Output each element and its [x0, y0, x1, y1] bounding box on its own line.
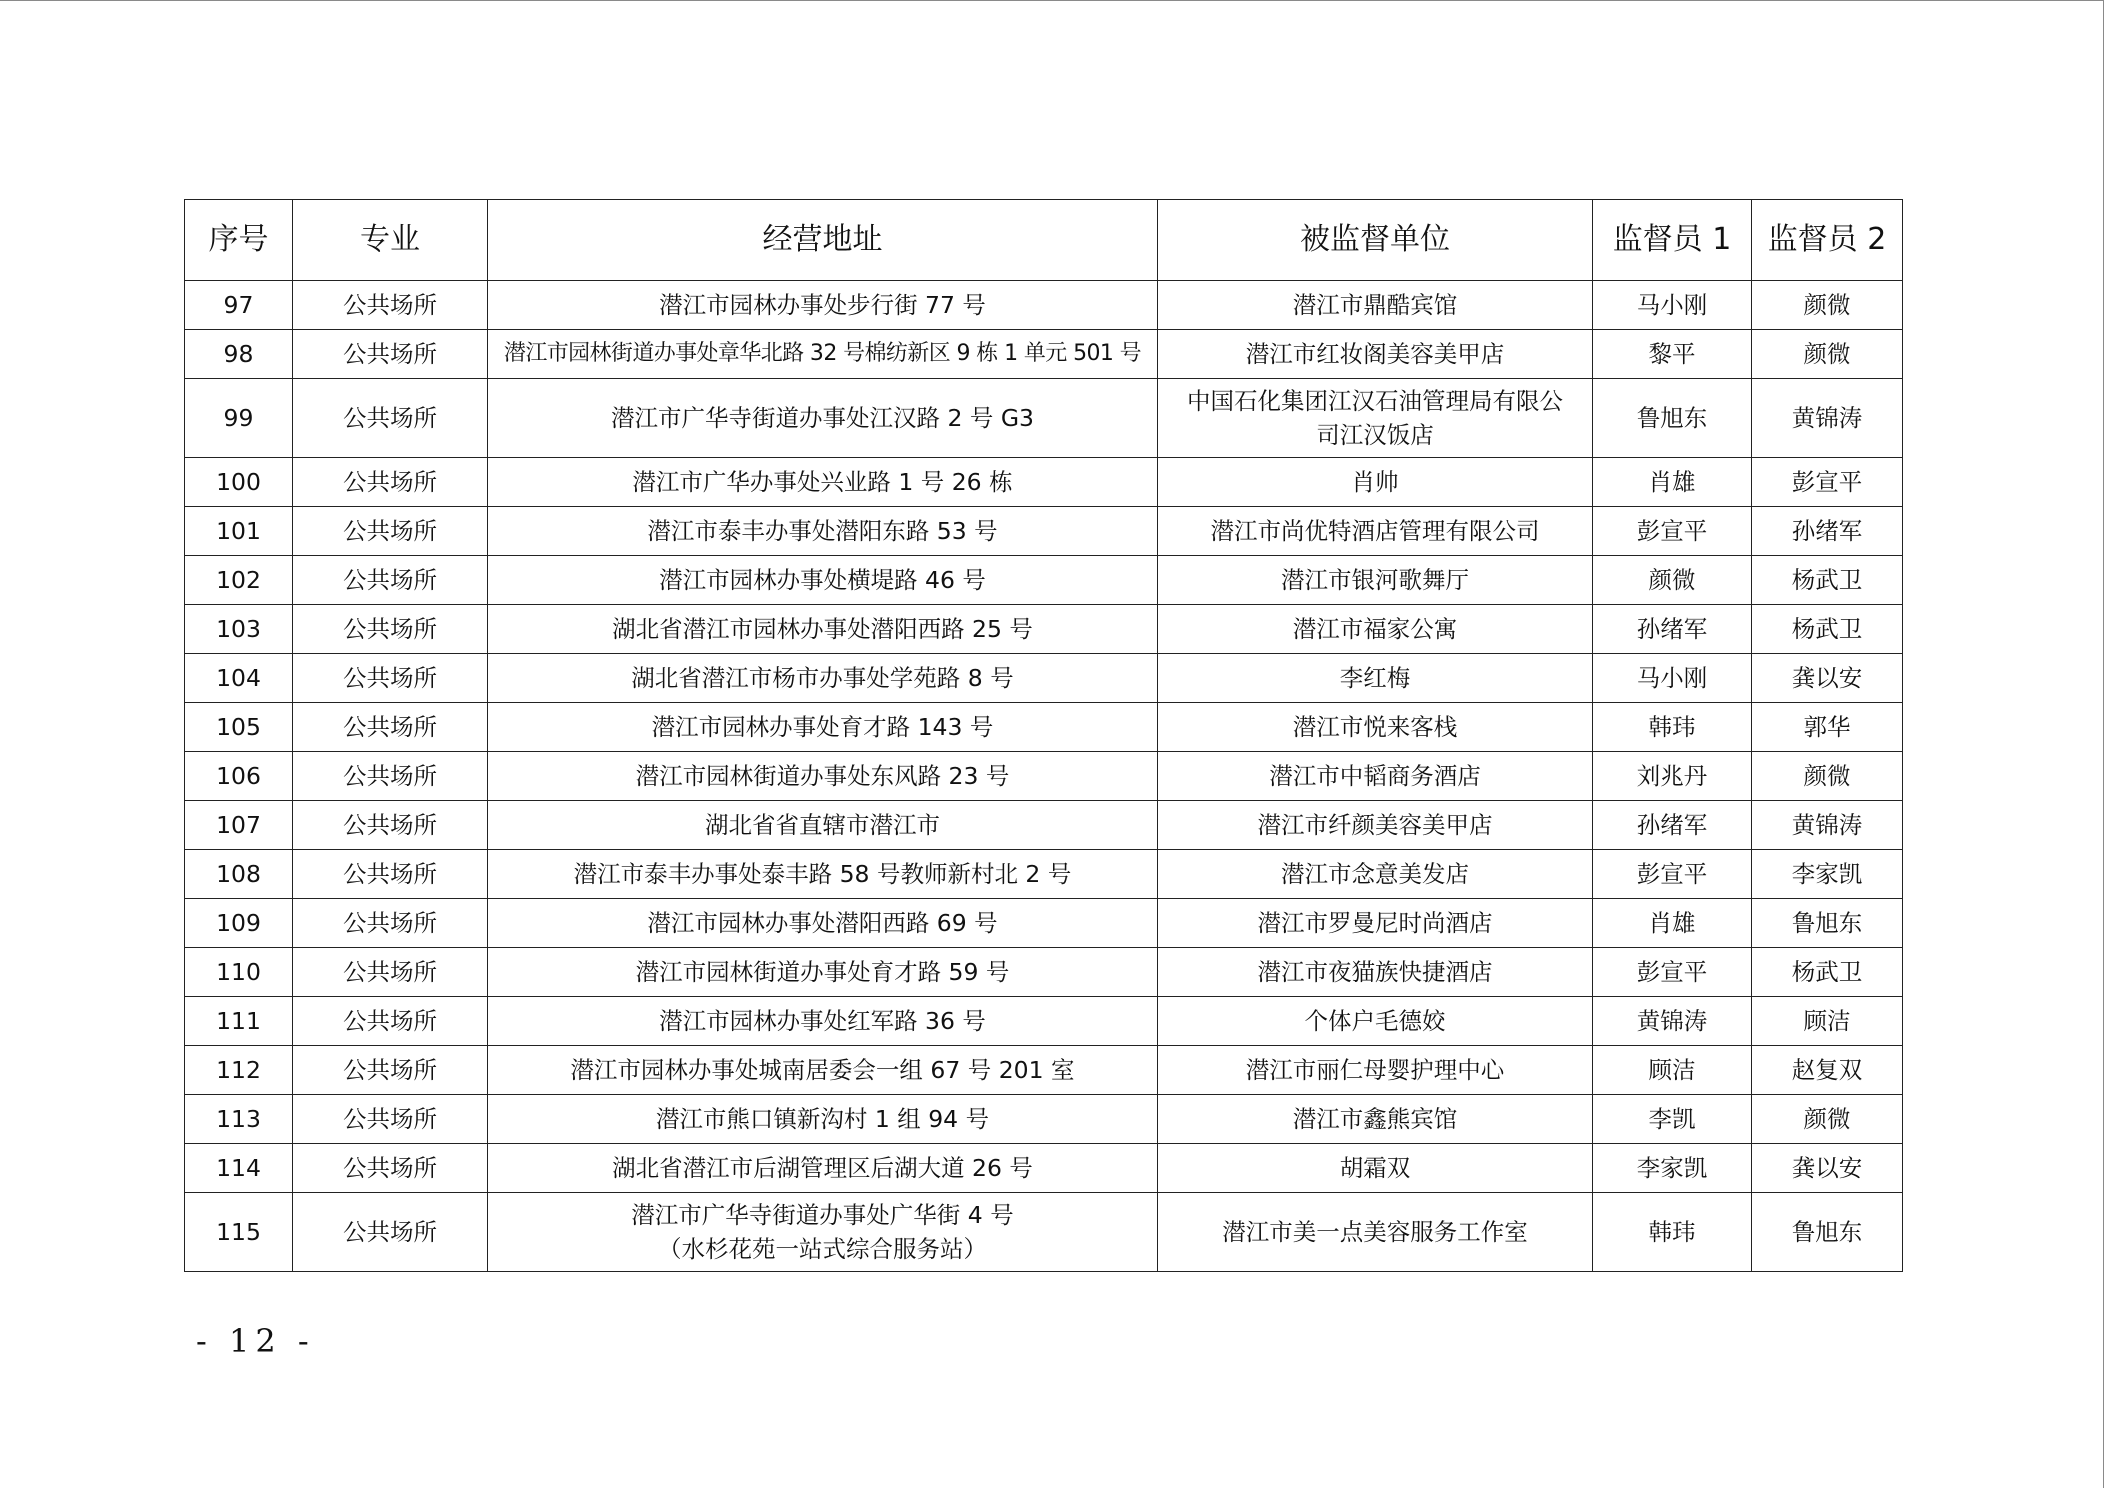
cell-seq: 98: [185, 330, 293, 379]
cell-seq: 112: [185, 1046, 293, 1095]
cell-supervisor-2: 郭华: [1752, 703, 1903, 752]
cell-specialty: 公共场所: [293, 1144, 488, 1193]
cell-address: 潜江市园林街道办事处东风路 23 号: [488, 752, 1158, 801]
cell-specialty: 公共场所: [293, 801, 488, 850]
cell-supervisor-1: 彭宣平: [1593, 948, 1752, 997]
cell-seq: 113: [185, 1095, 293, 1144]
cell-seq: 100: [185, 458, 293, 507]
table-row: [185, 281, 1903, 330]
header-supervisor-1: 监督员 1: [1593, 200, 1752, 281]
table-row: [185, 1095, 1903, 1144]
cell-unit: 潜江市福家公寓: [1158, 605, 1593, 654]
cell-supervisor-1: 李凯: [1593, 1095, 1752, 1144]
table-row: [185, 654, 1903, 703]
cell-supervisor-1: 韩玮: [1593, 1193, 1752, 1272]
cell-supervisor-1: 马小刚: [1593, 281, 1752, 330]
cell-address: 潜江市园林办事处育才路 143 号: [488, 703, 1158, 752]
cell-unit: 潜江市念意美发店: [1158, 850, 1593, 899]
cell-supervisor-2: 鲁旭东: [1752, 1193, 1903, 1272]
cell-address: 潜江市广华办事处兴业路 1 号 26 栋: [488, 458, 1158, 507]
table-row: [185, 1193, 1903, 1272]
cell-unit: 潜江市银河歌舞厅: [1158, 556, 1593, 605]
table-row: [185, 379, 1903, 458]
cell-seq: 97: [185, 281, 293, 330]
header-specialty: 专业: [293, 200, 488, 281]
cell-address: 潜江市园林办事处红军路 36 号: [488, 997, 1158, 1046]
cell-supervisor-2: 龚以安: [1752, 1144, 1903, 1193]
cell-specialty: 公共场所: [293, 703, 488, 752]
cell-supervisor-2: 龚以安: [1752, 654, 1903, 703]
page-number: - 12 -: [196, 1322, 315, 1360]
cell-supervisor-1: 黄锦涛: [1593, 997, 1752, 1046]
cell-supervisor-2: 黄锦涛: [1752, 379, 1903, 458]
cell-address: 潜江市园林办事处步行街 77 号: [488, 281, 1158, 330]
cell-seq: 104: [185, 654, 293, 703]
cell-unit: 李红梅: [1158, 654, 1593, 703]
cell-specialty: 公共场所: [293, 850, 488, 899]
cell-address-line-2: （水杉花苑一站式综合服务站）: [658, 1235, 987, 1263]
table-row: [185, 330, 1903, 379]
cell-supervisor-2: 杨武卫: [1752, 948, 1903, 997]
cell-supervisor-2: 赵复双: [1752, 1046, 1903, 1095]
table-header-row: [185, 200, 1903, 281]
table-row: [185, 752, 1903, 801]
cell-seq: 105: [185, 703, 293, 752]
cell-supervisor-2: 颜微: [1752, 281, 1903, 330]
cell-seq: 99: [185, 379, 293, 458]
cell-unit: 潜江市丽仁母婴护理中心: [1158, 1046, 1593, 1095]
table-row: [185, 1144, 1903, 1193]
cell-specialty: 公共场所: [293, 948, 488, 997]
table-row: [185, 703, 1903, 752]
cell-specialty: 公共场所: [293, 556, 488, 605]
cell-supervisor-2: 鲁旭东: [1752, 899, 1903, 948]
cell-specialty: 公共场所: [293, 1193, 488, 1272]
cell-seq: 107: [185, 801, 293, 850]
cell-supervisor-1: 韩玮: [1593, 703, 1752, 752]
cell-address: 潜江市园林街道办事处章华北路 32 号棉纺新区 9 栋 1 单元 501 号: [488, 330, 1158, 379]
cell-seq: 115: [185, 1193, 293, 1272]
header-seq: 序号: [185, 200, 293, 281]
table-row: [185, 850, 1903, 899]
page-top-border: [0, 0, 2104, 1]
header-supervised-unit: 被监督单位: [1158, 200, 1593, 281]
cell-unit: 胡霜双: [1158, 1144, 1593, 1193]
cell-supervisor-1: 颜微: [1593, 556, 1752, 605]
cell-specialty: 公共场所: [293, 507, 488, 556]
cell-seq: 111: [185, 997, 293, 1046]
cell-specialty: 公共场所: [293, 281, 488, 330]
cell-specialty: 公共场所: [293, 1095, 488, 1144]
cell-address: 湖北省潜江市园林办事处潜阳西路 25 号: [488, 605, 1158, 654]
header-address: 经营地址: [488, 200, 1158, 281]
cell-supervisor-1: 马小刚: [1593, 654, 1752, 703]
cell-unit: 潜江市纤颜美容美甲店: [1158, 801, 1593, 850]
cell-address: 潜江市泰丰办事处潜阳东路 53 号: [488, 507, 1158, 556]
cell-address: 潜江市园林办事处横堤路 46 号: [488, 556, 1158, 605]
cell-supervisor-2: 颜微: [1752, 752, 1903, 801]
table-row: [185, 1046, 1903, 1095]
table-row: [185, 899, 1903, 948]
cell-address: 潜江市园林办事处潜阳西路 69 号: [488, 899, 1158, 948]
cell-unit: 潜江市尚优特酒店管理有限公司: [1158, 507, 1593, 556]
cell-address: [488, 1193, 1158, 1272]
cell-specialty: 公共场所: [293, 752, 488, 801]
cell-seq: 109: [185, 899, 293, 948]
table-row: [185, 997, 1903, 1046]
cell-unit: 个体户毛德姣: [1158, 997, 1593, 1046]
cell-supervisor-1: 孙绪军: [1593, 801, 1752, 850]
cell-address: 湖北省省直辖市潜江市: [488, 801, 1158, 850]
cell-supervisor-1: 孙绪军: [1593, 605, 1752, 654]
cell-specialty: 公共场所: [293, 379, 488, 458]
table-row: [185, 507, 1903, 556]
cell-supervisor-2: 李家凯: [1752, 850, 1903, 899]
cell-address: 潜江市园林办事处城南居委会一组 67 号 201 室: [488, 1046, 1158, 1095]
cell-seq: 106: [185, 752, 293, 801]
cell-specialty: 公共场所: [293, 997, 488, 1046]
cell-supervisor-1: 肖雄: [1593, 899, 1752, 948]
table-row: [185, 948, 1903, 997]
cell-unit: 潜江市夜猫族快捷酒店: [1158, 948, 1593, 997]
cell-address: 潜江市广华寺街道办事处江汉路 2 号 G3: [488, 379, 1158, 458]
cell-unit: 潜江市红妆阁美容美甲店: [1158, 330, 1593, 379]
cell-address: 湖北省潜江市后湖管理区后湖大道 26 号: [488, 1144, 1158, 1193]
header-supervisor-2: 监督员 2: [1752, 200, 1903, 281]
cell-unit: 潜江市美一点美容服务工作室: [1158, 1193, 1593, 1272]
cell-specialty: 公共场所: [293, 1046, 488, 1095]
cell-seq: 108: [185, 850, 293, 899]
cell-address: 潜江市泰丰办事处泰丰路 58 号教师新村北 2 号: [488, 850, 1158, 899]
cell-supervisor-1: 黎平: [1593, 330, 1752, 379]
cell-supervisor-1: 彭宣平: [1593, 850, 1752, 899]
cell-supervisor-2: 颜微: [1752, 330, 1903, 379]
cell-unit-line-2: 司江汉饭店: [1316, 421, 1434, 449]
cell-supervisor-1: 肖雄: [1593, 458, 1752, 507]
table-row: [185, 605, 1903, 654]
cell-seq: 114: [185, 1144, 293, 1193]
cell-unit: [1158, 379, 1593, 458]
cell-supervisor-2: 杨武卫: [1752, 556, 1903, 605]
cell-unit: 潜江市鼎酷宾馆: [1158, 281, 1593, 330]
cell-specialty: 公共场所: [293, 654, 488, 703]
cell-specialty: 公共场所: [293, 330, 488, 379]
cell-seq: 102: [185, 556, 293, 605]
cell-supervisor-1: 李家凯: [1593, 1144, 1752, 1193]
cell-supervisor-1: 刘兆丹: [1593, 752, 1752, 801]
cell-supervisor-1: 顾洁: [1593, 1046, 1752, 1095]
cell-address: 湖北省潜江市杨市办事处学苑路 8 号: [488, 654, 1158, 703]
cell-supervisor-1: 彭宣平: [1593, 507, 1752, 556]
cell-supervisor-2: 孙绪军: [1752, 507, 1903, 556]
cell-unit: 潜江市鑫熊宾馆: [1158, 1095, 1593, 1144]
cell-specialty: 公共场所: [293, 458, 488, 507]
cell-specialty: 公共场所: [293, 899, 488, 948]
cell-supervisor-2: 黄锦涛: [1752, 801, 1903, 850]
cell-address: 潜江市园林街道办事处育才路 59 号: [488, 948, 1158, 997]
cell-seq: 110: [185, 948, 293, 997]
cell-unit: 潜江市中韬商务酒店: [1158, 752, 1593, 801]
cell-seq: 101: [185, 507, 293, 556]
cell-supervisor-2: 杨武卫: [1752, 605, 1903, 654]
supervision-table: [184, 199, 1903, 1272]
cell-seq: 103: [185, 605, 293, 654]
cell-address: 潜江市熊口镇新沟村 1 组 94 号: [488, 1095, 1158, 1144]
table-row: [185, 556, 1903, 605]
table-row: [185, 801, 1903, 850]
cell-supervisor-1: 鲁旭东: [1593, 379, 1752, 458]
cell-supervisor-2: 彭宣平: [1752, 458, 1903, 507]
cell-supervisor-2: 颜微: [1752, 1095, 1903, 1144]
cell-address-line-1: 潜江市广华寺街道办事处广华街 4 号: [631, 1200, 1014, 1229]
table-row: [185, 458, 1903, 507]
cell-unit-line-1: 中国石化集团江汉石油管理局有限公: [1187, 386, 1563, 415]
cell-unit: 肖帅: [1158, 458, 1593, 507]
cell-supervisor-2: 顾洁: [1752, 997, 1903, 1046]
cell-unit: 潜江市罗曼尼时尚酒店: [1158, 899, 1593, 948]
cell-unit: 潜江市悦来客栈: [1158, 703, 1593, 752]
cell-specialty: 公共场所: [293, 605, 488, 654]
